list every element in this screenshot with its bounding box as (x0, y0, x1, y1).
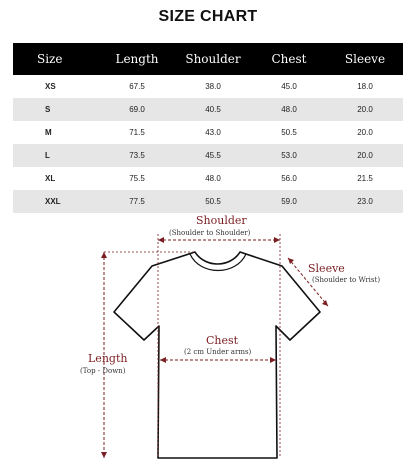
cell-length: 71.5 (129, 128, 145, 137)
table-row (13, 144, 403, 167)
header-length: Length (115, 52, 159, 66)
cell-size: XXL (45, 197, 61, 206)
sleeve-sub-label: (Shoulder to Wrist) (312, 276, 381, 284)
cell-sleeve: 20.0 (357, 128, 373, 137)
cell-shoulder: 48.0 (205, 174, 221, 183)
cell-chest: 50.5 (281, 128, 297, 137)
chest-sub-label: (2 cm Under arms) (184, 348, 252, 356)
size-table (13, 43, 403, 213)
cell-size: L (45, 151, 50, 160)
cell-shoulder: 43.0 (205, 128, 221, 137)
shoulder-sub-label: (Shoulder to Shoulder) (169, 229, 251, 237)
sleeve-arrow-top (288, 258, 294, 264)
cell-length: 77.5 (129, 197, 145, 206)
cell-chest: 48.0 (281, 105, 297, 114)
table-row (13, 98, 403, 121)
length-arrow-top (101, 252, 107, 258)
cell-length: 75.5 (129, 174, 145, 183)
cell-shoulder: 45.5 (205, 151, 221, 160)
header-sleeve: Sleeve (344, 52, 386, 66)
header-shoulder: Shoulder (185, 52, 241, 66)
table-row (13, 121, 403, 144)
cell-size: M (45, 128, 52, 137)
tshirt-measurement-diagram (0, 200, 416, 468)
cell-length: 73.5 (129, 151, 145, 160)
cell-length: 67.5 (129, 82, 145, 91)
length-sub-label: (Top - Down) (80, 367, 126, 375)
cell-size: S (45, 105, 51, 114)
table-row (13, 75, 403, 98)
table-header-row (13, 43, 403, 75)
cell-size: XL (45, 174, 56, 183)
sleeve-label: Sleeve (308, 262, 345, 275)
chest-label: Chest (206, 334, 239, 347)
sleeve-arrow-bottom (322, 300, 328, 306)
header-size: Size (37, 52, 63, 66)
cell-sleeve: 21.5 (357, 174, 373, 183)
length-label: Length (88, 352, 128, 365)
cell-chest: 56.0 (281, 174, 297, 183)
cell-chest: 59.0 (281, 197, 297, 206)
cell-length: 69.0 (129, 105, 145, 114)
cell-sleeve: 23.0 (357, 197, 373, 206)
cell-shoulder: 40.5 (205, 105, 221, 114)
table-row (13, 167, 403, 190)
shoulder-label: Shoulder (196, 214, 247, 227)
cell-chest: 45.0 (281, 82, 297, 91)
shoulder-arrow-left (158, 237, 164, 243)
cell-sleeve: 20.0 (357, 105, 373, 114)
cell-shoulder: 38.0 (205, 82, 221, 91)
page-title: SIZE CHART (158, 8, 258, 25)
length-arrow-bottom (101, 452, 107, 458)
cell-sleeve: 18.0 (357, 82, 373, 91)
cell-sleeve: 20.0 (357, 151, 373, 160)
header-chest: Chest (271, 52, 307, 66)
cell-chest: 53.0 (281, 151, 297, 160)
cell-shoulder: 50.5 (205, 197, 221, 206)
cell-size: XS (45, 82, 56, 91)
shoulder-arrow-right (274, 237, 280, 243)
